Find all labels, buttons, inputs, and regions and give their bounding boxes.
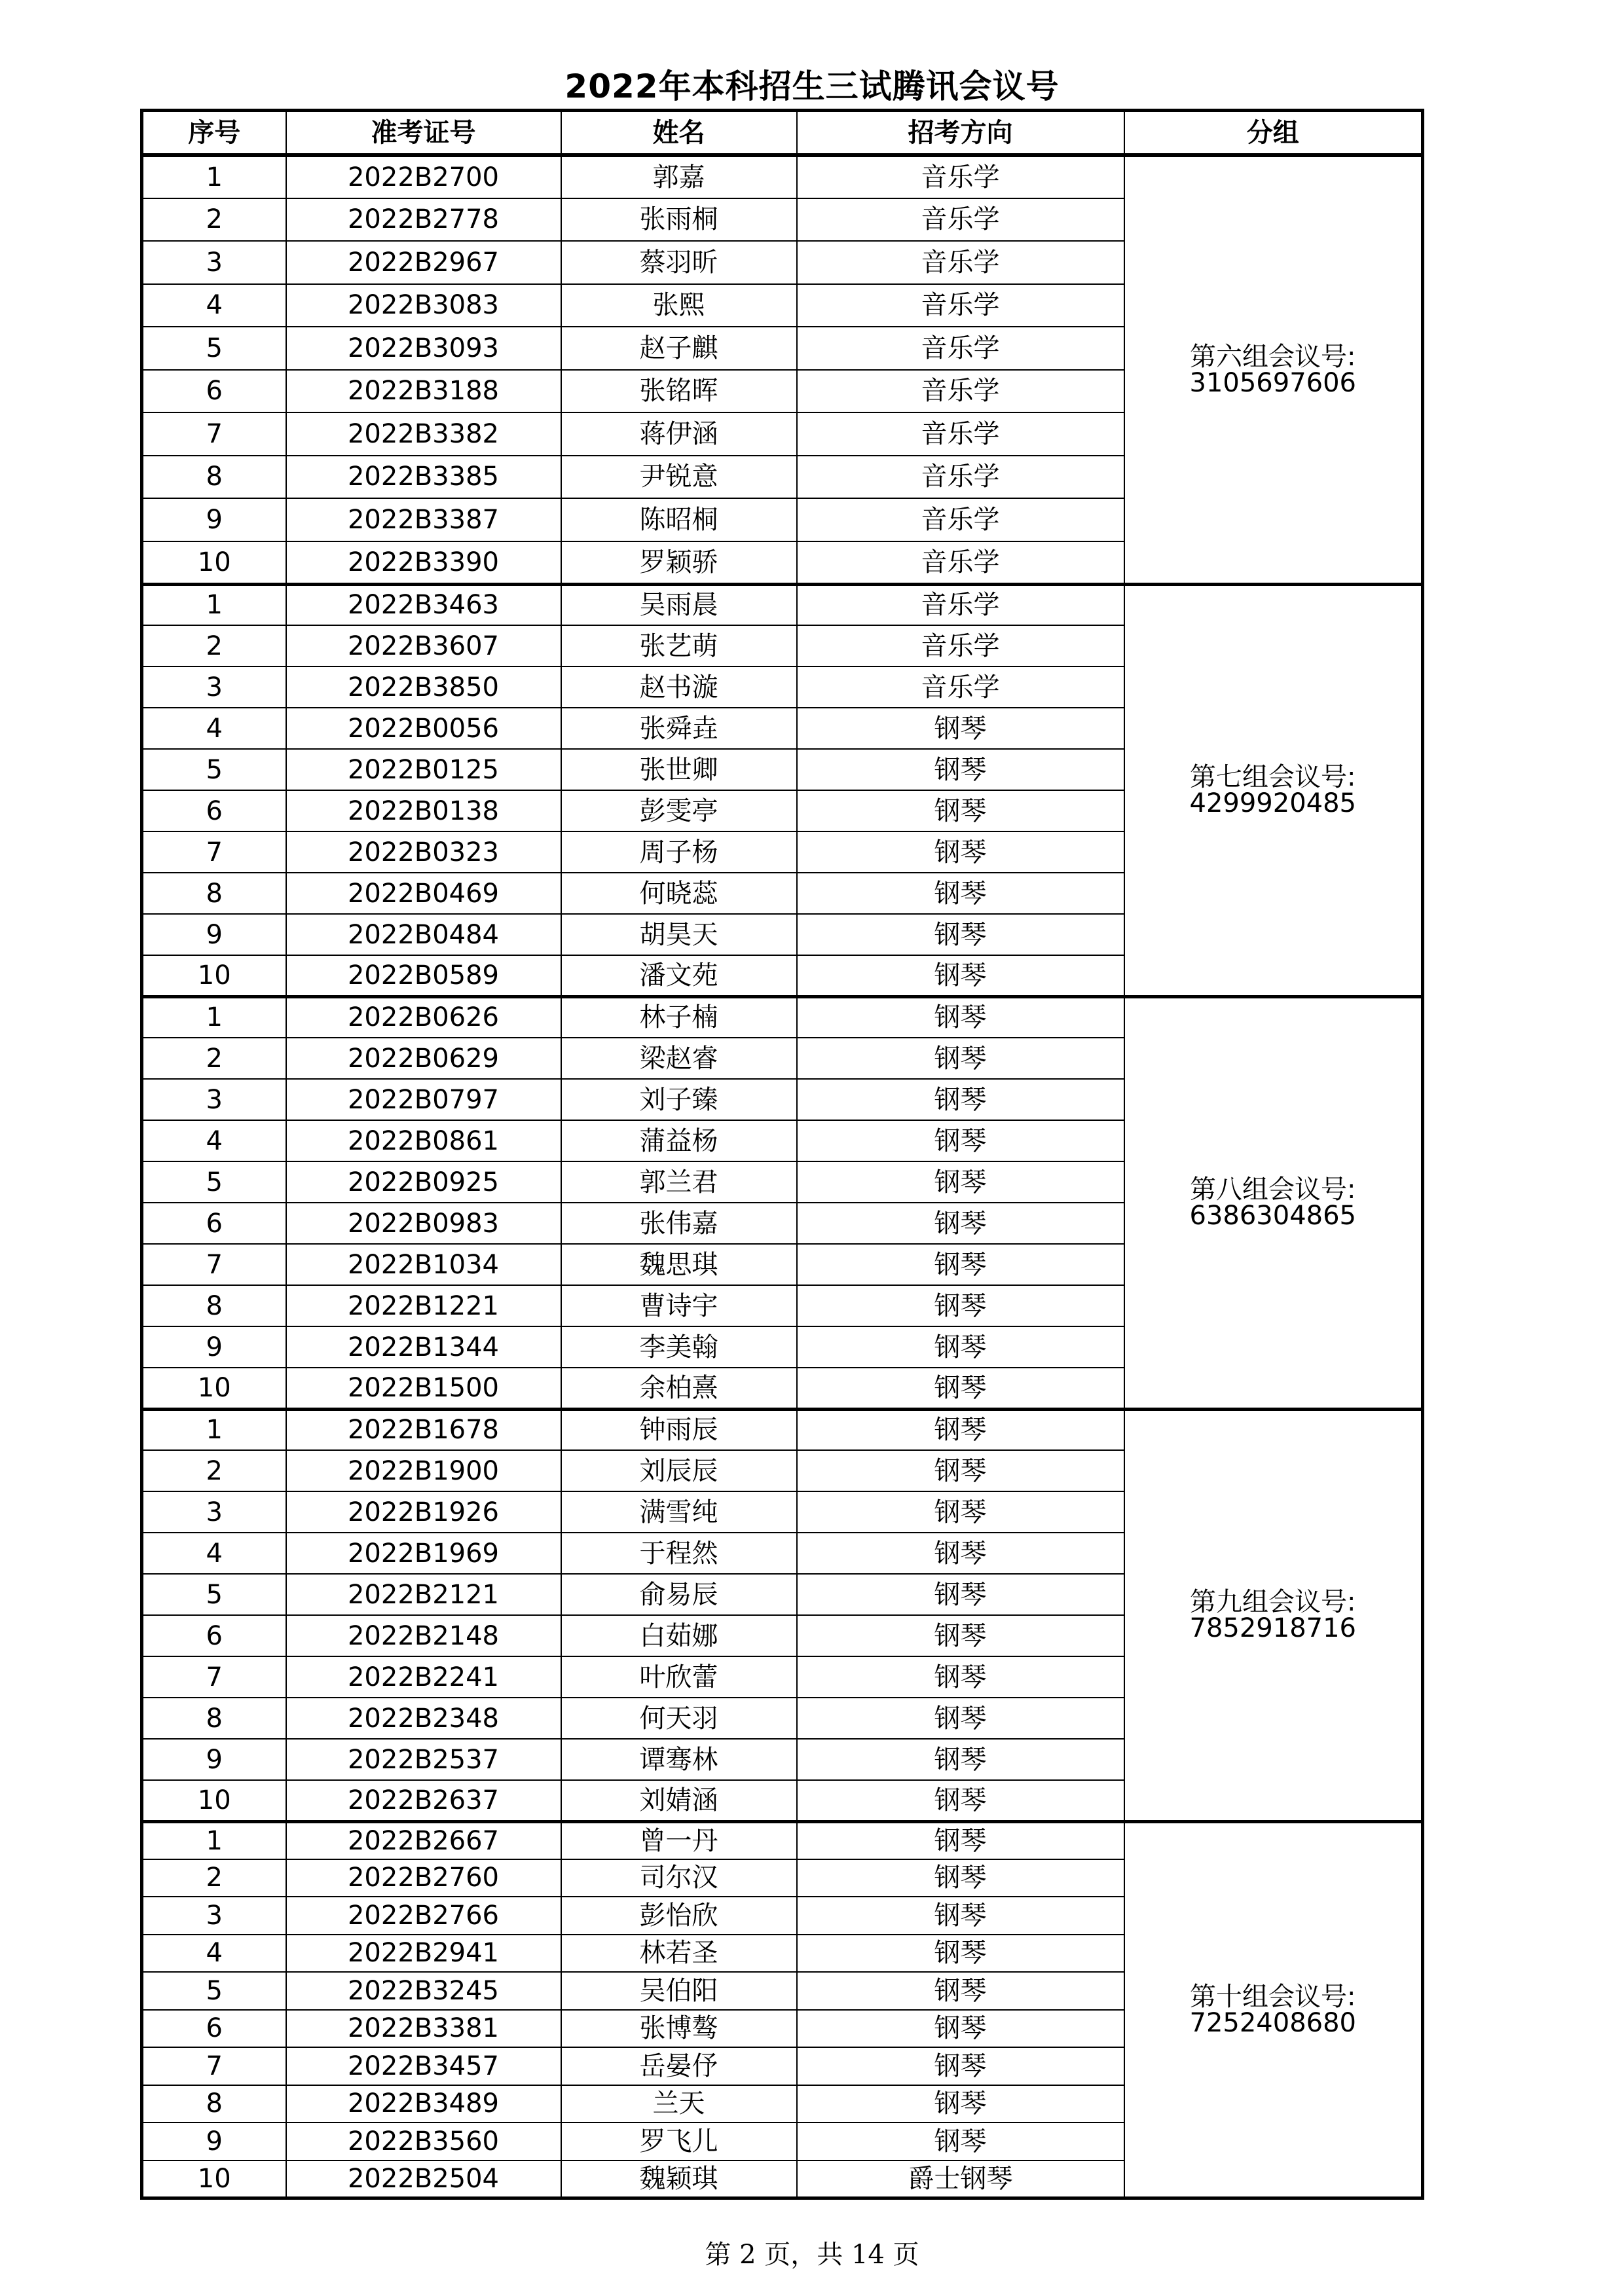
group-label: 第六组会议号: bbox=[1190, 341, 1356, 372]
row-index: 3 bbox=[142, 666, 286, 708]
student-name: 彭怡欣 bbox=[561, 1897, 797, 1935]
column-header-name: 姓名 bbox=[561, 111, 797, 156]
student-name: 刘辰辰 bbox=[561, 1450, 797, 1491]
major: 音乐学 bbox=[797, 541, 1124, 585]
group-label: 第十组会议号: bbox=[1190, 1981, 1356, 2012]
major: 音乐学 bbox=[797, 284, 1124, 327]
table-row bbox=[142, 1409, 1423, 1450]
major: 钢琴 bbox=[797, 1780, 1124, 1821]
exam-id: 2022B2121 bbox=[286, 1574, 561, 1615]
meeting-id: 7852918716 bbox=[1189, 1613, 1356, 1643]
student-name: 刘婧涵 bbox=[561, 1780, 797, 1821]
student-name: 于程然 bbox=[561, 1533, 797, 1574]
exam-id: 2022B1500 bbox=[286, 1368, 561, 1409]
major: 钢琴 bbox=[797, 1161, 1124, 1203]
student-name: 赵书漩 bbox=[561, 666, 797, 708]
exam-id: 2022B0626 bbox=[286, 996, 561, 1038]
exam-id: 2022B3083 bbox=[286, 284, 561, 327]
major: 钢琴 bbox=[797, 2010, 1124, 2048]
exam-id: 2022B0861 bbox=[286, 1120, 561, 1161]
major: 音乐学 bbox=[797, 327, 1124, 370]
exam-id: 2022B1034 bbox=[286, 1244, 561, 1285]
exam-id: 2022B2148 bbox=[286, 1615, 561, 1656]
exam-id: 2022B3489 bbox=[286, 2085, 561, 2123]
exam-id: 2022B2241 bbox=[286, 1656, 561, 1698]
major: 音乐学 bbox=[797, 456, 1124, 499]
exam-id: 2022B2760 bbox=[286, 1859, 561, 1897]
row-index: 10 bbox=[142, 541, 286, 585]
exam-id: 2022B0125 bbox=[286, 749, 561, 790]
student-name: 谭骞林 bbox=[561, 1739, 797, 1780]
exam-id: 2022B3188 bbox=[286, 370, 561, 413]
major: 钢琴 bbox=[797, 1491, 1124, 1533]
exam-id: 2022B3850 bbox=[286, 666, 561, 708]
table-row bbox=[142, 996, 1423, 1038]
major: 音乐学 bbox=[797, 498, 1124, 541]
student-name: 蒋伊涵 bbox=[561, 412, 797, 456]
row-index: 6 bbox=[142, 1615, 286, 1656]
table-row bbox=[142, 1821, 1423, 1859]
row-index: 8 bbox=[142, 873, 286, 914]
page-footer: 第 2 页，共 14 页 bbox=[705, 2240, 919, 2270]
row-index: 8 bbox=[142, 456, 286, 499]
row-index: 9 bbox=[142, 1326, 286, 1368]
row-index: 4 bbox=[142, 1935, 286, 1973]
major: 钢琴 bbox=[797, 1615, 1124, 1656]
student-name: 张伟嘉 bbox=[561, 1203, 797, 1244]
major: 钢琴 bbox=[797, 831, 1124, 873]
major: 音乐学 bbox=[797, 155, 1124, 198]
student-name: 吴雨晨 bbox=[561, 584, 797, 625]
major: 钢琴 bbox=[797, 1120, 1124, 1161]
exam-id: 2022B3457 bbox=[286, 2047, 561, 2085]
exam-id: 2022B2700 bbox=[286, 155, 561, 198]
student-name: 蒲益杨 bbox=[561, 1120, 797, 1161]
row-index: 5 bbox=[142, 749, 286, 790]
major: 钢琴 bbox=[797, 1574, 1124, 1615]
major: 钢琴 bbox=[797, 1244, 1124, 1285]
major: 钢琴 bbox=[797, 1821, 1124, 1859]
row-index: 2 bbox=[142, 198, 286, 242]
exam-id: 2022B2766 bbox=[286, 1897, 561, 1935]
student-name: 兰天 bbox=[561, 2085, 797, 2123]
student-name: 满雪纯 bbox=[561, 1491, 797, 1533]
row-index: 9 bbox=[142, 914, 286, 955]
major: 音乐学 bbox=[797, 666, 1124, 708]
student-name: 彭雯亭 bbox=[561, 790, 797, 831]
major: 音乐学 bbox=[797, 198, 1124, 242]
row-index: 1 bbox=[142, 155, 286, 198]
row-index: 1 bbox=[142, 1409, 286, 1450]
row-index: 10 bbox=[142, 955, 286, 996]
student-name: 曹诗宇 bbox=[561, 1285, 797, 1326]
major: 音乐学 bbox=[797, 625, 1124, 666]
major: 音乐学 bbox=[797, 412, 1124, 456]
group-label: 第七组会议号: bbox=[1190, 762, 1356, 792]
row-index: 8 bbox=[142, 1698, 286, 1739]
row-index: 2 bbox=[142, 625, 286, 666]
exam-id: 2022B1969 bbox=[286, 1533, 561, 1574]
row-index: 3 bbox=[142, 1897, 286, 1935]
group-label: 第八组会议号: bbox=[1190, 1175, 1356, 1205]
page-title: 2022年本科招生三试腾讯会议号 bbox=[564, 67, 1060, 105]
major: 钢琴 bbox=[797, 1409, 1124, 1450]
major: 钢琴 bbox=[797, 1972, 1124, 2010]
row-index: 7 bbox=[142, 2047, 286, 2085]
student-name: 魏颖琪 bbox=[561, 2160, 797, 2198]
student-name: 林子楠 bbox=[561, 996, 797, 1038]
exam-id: 2022B1678 bbox=[286, 1409, 561, 1450]
student-name: 赵子麒 bbox=[561, 327, 797, 370]
student-name: 魏思琪 bbox=[561, 1244, 797, 1285]
student-name: 白茹娜 bbox=[561, 1615, 797, 1656]
row-index: 3 bbox=[142, 1079, 286, 1120]
student-name: 林若圣 bbox=[561, 1935, 797, 1973]
exam-id: 2022B1900 bbox=[286, 1450, 561, 1491]
major: 钢琴 bbox=[797, 1038, 1124, 1079]
student-name: 罗飞儿 bbox=[561, 2123, 797, 2160]
row-index: 5 bbox=[142, 1972, 286, 2010]
group-meeting-cell bbox=[1124, 584, 1423, 996]
exam-id: 2022B0925 bbox=[286, 1161, 561, 1203]
roster-body bbox=[142, 155, 1423, 2198]
row-index: 6 bbox=[142, 2010, 286, 2048]
exam-id: 2022B3093 bbox=[286, 327, 561, 370]
header-row bbox=[142, 111, 1423, 156]
row-index: 7 bbox=[142, 1656, 286, 1698]
student-name: 潘文苑 bbox=[561, 955, 797, 996]
exam-id: 2022B2778 bbox=[286, 198, 561, 242]
student-name: 周子杨 bbox=[561, 831, 797, 873]
student-name: 张熙 bbox=[561, 284, 797, 327]
major: 钢琴 bbox=[797, 2085, 1124, 2123]
exam-id: 2022B1926 bbox=[286, 1491, 561, 1533]
row-index: 9 bbox=[142, 1739, 286, 1780]
exam-id: 2022B0056 bbox=[286, 708, 561, 749]
row-index: 6 bbox=[142, 790, 286, 831]
major: 钢琴 bbox=[797, 1326, 1124, 1368]
major: 钢琴 bbox=[797, 1285, 1124, 1326]
exam-id: 2022B2348 bbox=[286, 1698, 561, 1739]
student-name: 刘子臻 bbox=[561, 1079, 797, 1120]
exam-id: 2022B3463 bbox=[286, 584, 561, 625]
student-name: 梁赵睿 bbox=[561, 1038, 797, 1079]
exam-id: 2022B0323 bbox=[286, 831, 561, 873]
major: 钢琴 bbox=[797, 790, 1124, 831]
row-index: 1 bbox=[142, 996, 286, 1038]
student-name: 张世卿 bbox=[561, 749, 797, 790]
group-meeting-cell bbox=[1124, 155, 1423, 584]
major: 钢琴 bbox=[797, 1656, 1124, 1698]
exam-id: 2022B0629 bbox=[286, 1038, 561, 1079]
group-label: 第九组会议号: bbox=[1190, 1587, 1356, 1617]
exam-id: 2022B1221 bbox=[286, 1285, 561, 1326]
student-name: 蔡羽昕 bbox=[561, 241, 797, 284]
student-name: 余柏熹 bbox=[561, 1368, 797, 1409]
major: 爵士钢琴 bbox=[797, 2160, 1124, 2198]
row-index: 6 bbox=[142, 1203, 286, 1244]
student-name: 吴伯阳 bbox=[561, 1972, 797, 2010]
row-index: 3 bbox=[142, 241, 286, 284]
major: 钢琴 bbox=[797, 2123, 1124, 2160]
row-index: 2 bbox=[142, 1859, 286, 1897]
student-name: 李美翰 bbox=[561, 1326, 797, 1368]
row-index: 3 bbox=[142, 1491, 286, 1533]
student-name: 张舜垚 bbox=[561, 708, 797, 749]
student-name: 何晓蕊 bbox=[561, 873, 797, 914]
major: 钢琴 bbox=[797, 1739, 1124, 1780]
student-name: 何天羽 bbox=[561, 1698, 797, 1739]
meeting-id: 4299920485 bbox=[1189, 788, 1356, 818]
row-index: 5 bbox=[142, 1161, 286, 1203]
exam-id: 2022B0484 bbox=[286, 914, 561, 955]
row-index: 1 bbox=[142, 584, 286, 625]
exam-id: 2022B2637 bbox=[286, 1780, 561, 1821]
student-name: 胡昊天 bbox=[561, 914, 797, 955]
major: 钢琴 bbox=[797, 1533, 1124, 1574]
row-index: 4 bbox=[142, 708, 286, 749]
meeting-id: 3105697606 bbox=[1189, 367, 1356, 398]
exam-id: 2022B2537 bbox=[286, 1739, 561, 1780]
major: 音乐学 bbox=[797, 584, 1124, 625]
exam-id: 2022B3385 bbox=[286, 456, 561, 499]
exam-id: 2022B3381 bbox=[286, 2010, 561, 2048]
table-row bbox=[142, 584, 1423, 625]
exam-id: 2022B0138 bbox=[286, 790, 561, 831]
row-index: 1 bbox=[142, 1821, 286, 1859]
student-name: 岳晏伃 bbox=[561, 2047, 797, 2085]
major: 钢琴 bbox=[797, 2047, 1124, 2085]
row-index: 10 bbox=[142, 1368, 286, 1409]
exam-id: 2022B3245 bbox=[286, 1972, 561, 2010]
row-index: 7 bbox=[142, 412, 286, 456]
column-header-major: 招考方向 bbox=[797, 111, 1124, 156]
roster-table bbox=[140, 109, 1424, 2200]
row-index: 5 bbox=[142, 327, 286, 370]
row-index: 8 bbox=[142, 1285, 286, 1326]
exam-id: 2022B2941 bbox=[286, 1935, 561, 1973]
major: 音乐学 bbox=[797, 370, 1124, 413]
row-index: 7 bbox=[142, 1244, 286, 1285]
student-name: 尹锐意 bbox=[561, 456, 797, 499]
row-index: 6 bbox=[142, 370, 286, 413]
row-index: 9 bbox=[142, 2123, 286, 2160]
row-index: 2 bbox=[142, 1038, 286, 1079]
exam-id: 2022B3387 bbox=[286, 498, 561, 541]
major: 钢琴 bbox=[797, 1450, 1124, 1491]
student-name: 张铭晖 bbox=[561, 370, 797, 413]
student-name: 张艺萌 bbox=[561, 625, 797, 666]
exam-id: 2022B0589 bbox=[286, 955, 561, 996]
major: 钢琴 bbox=[797, 1935, 1124, 1973]
column-header-exam-id: 准考证号 bbox=[286, 111, 561, 156]
major: 音乐学 bbox=[797, 241, 1124, 284]
student-name: 郭兰君 bbox=[561, 1161, 797, 1203]
row-index: 7 bbox=[142, 831, 286, 873]
student-name: 钟雨辰 bbox=[561, 1409, 797, 1450]
major: 钢琴 bbox=[797, 955, 1124, 996]
row-index: 4 bbox=[142, 1533, 286, 1574]
exam-id: 2022B2504 bbox=[286, 2160, 561, 2198]
major: 钢琴 bbox=[797, 1897, 1124, 1935]
student-name: 罗颖骄 bbox=[561, 541, 797, 585]
exam-id: 2022B1344 bbox=[286, 1326, 561, 1368]
column-header-group: 分组 bbox=[1124, 111, 1423, 156]
row-index: 5 bbox=[142, 1574, 286, 1615]
student-name: 曾一丹 bbox=[561, 1821, 797, 1859]
major: 钢琴 bbox=[797, 749, 1124, 790]
meeting-id: 7252408680 bbox=[1189, 2007, 1356, 2038]
group-meeting-cell bbox=[1124, 996, 1423, 1409]
student-name: 俞易辰 bbox=[561, 1574, 797, 1615]
major: 钢琴 bbox=[797, 996, 1124, 1038]
exam-id: 2022B3607 bbox=[286, 625, 561, 666]
exam-id: 2022B3560 bbox=[286, 2123, 561, 2160]
exam-id: 2022B2667 bbox=[286, 1821, 561, 1859]
meeting-id: 6386304865 bbox=[1189, 1201, 1356, 1231]
student-name: 郭嘉 bbox=[561, 155, 797, 198]
table-row bbox=[142, 155, 1423, 198]
column-header-index: 序号 bbox=[142, 111, 286, 156]
exam-id: 2022B3382 bbox=[286, 412, 561, 456]
major: 钢琴 bbox=[797, 1368, 1124, 1409]
row-index: 10 bbox=[142, 1780, 286, 1821]
major: 钢琴 bbox=[797, 708, 1124, 749]
row-index: 8 bbox=[142, 2085, 286, 2123]
student-name: 张雨桐 bbox=[561, 198, 797, 242]
exam-id: 2022B0469 bbox=[286, 873, 561, 914]
student-name: 叶欣蕾 bbox=[561, 1656, 797, 1698]
major: 钢琴 bbox=[797, 873, 1124, 914]
group-meeting-cell bbox=[1124, 1821, 1423, 2198]
student-name: 陈昭桐 bbox=[561, 498, 797, 541]
row-index: 4 bbox=[142, 284, 286, 327]
exam-id: 2022B3390 bbox=[286, 541, 561, 585]
exam-id: 2022B0797 bbox=[286, 1079, 561, 1120]
group-meeting-cell bbox=[1124, 1409, 1423, 1821]
student-name: 张博骜 bbox=[561, 2010, 797, 2048]
row-index: 10 bbox=[142, 2160, 286, 2198]
student-name: 司尔汉 bbox=[561, 1859, 797, 1897]
row-index: 4 bbox=[142, 1120, 286, 1161]
major: 钢琴 bbox=[797, 1079, 1124, 1120]
row-index: 9 bbox=[142, 498, 286, 541]
major: 钢琴 bbox=[797, 914, 1124, 955]
exam-id: 2022B0983 bbox=[286, 1203, 561, 1244]
major: 钢琴 bbox=[797, 1203, 1124, 1244]
major: 钢琴 bbox=[797, 1859, 1124, 1897]
row-index: 2 bbox=[142, 1450, 286, 1491]
exam-id: 2022B2967 bbox=[286, 241, 561, 284]
major: 钢琴 bbox=[797, 1698, 1124, 1739]
